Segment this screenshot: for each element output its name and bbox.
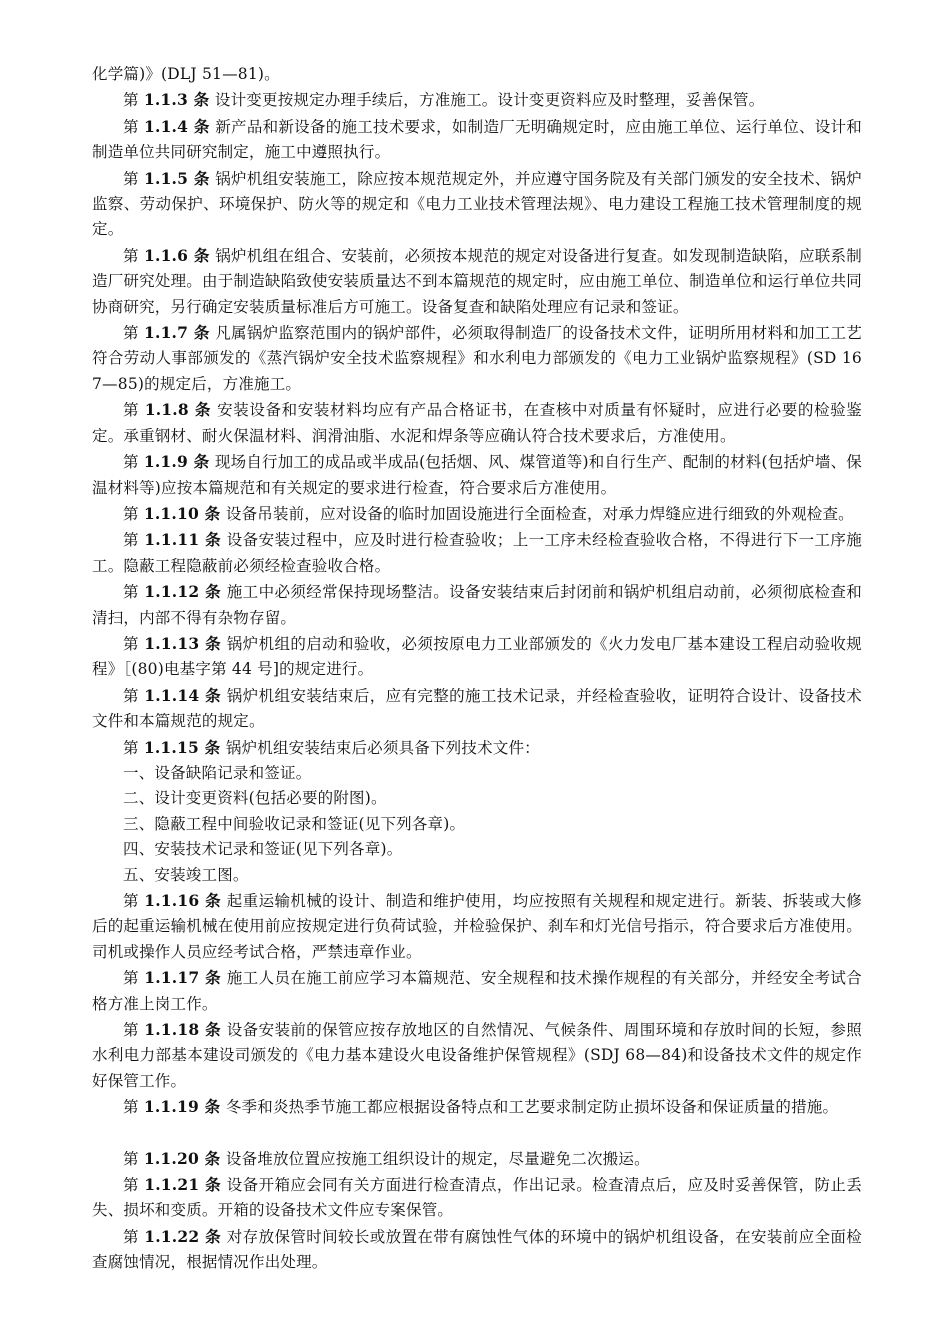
article-prefix: 第	[123, 634, 145, 653]
article-text: 安装设备和安装材料均应有产品合格证书，在查核中对质量有怀疑时，应进行必要的检验鉴定。承重钢材、耐火保温材料、润滑油脂、水泥和焊条等应确认符合技术要求后，方准使用。	[92, 401, 862, 445]
article-paragraph	[92, 579, 862, 631]
article-prefix: 第	[123, 504, 144, 523]
article-paragraph	[92, 1224, 862, 1276]
article-text: 锅炉机组的启动和验收，必须按原电力工业部颁发的《火力发电厂基本建设工程启动验收规程》［(80)电基字第 44 号]的规定进行。	[92, 634, 862, 679]
article-text: 施工人员在施工前应学习本篇规范、安全规程和技术操作规程的有关部分，并经安全考试合格方准上岗工作。	[92, 969, 862, 1013]
article-text: 对存放保管时间较长或放置在带有腐蚀性气体的环境中的锅炉机组设备，在安装前应全面检查腐蚀情况，根据情况作出处理。	[92, 1227, 862, 1272]
article-text: 设备开箱应会同有关方面进行检查清点，作出记录。检查清点后，应及时妥善保管，防止丢失、损坏和变质。开箱的设备技术文件应专案保管。	[92, 1176, 862, 1220]
article-text: 锅炉机组在组合、安装前，必须按本规范的规定对设备进行复查。如发现制造缺陷，应联系制造厂研究处理。由于制造缺陷致使安装质量达不到本篇规范的规定时，应由施工单位、制造单位和运行单位共同协商研究，另行确定安装质量标准后方可施工。设备复查和缺陷处理应有记录和签证。	[92, 246, 862, 316]
article-number: 1.1.17	[144, 968, 200, 988]
article-number: 1.1.9	[143, 452, 188, 472]
article-prefix: 第	[123, 91, 144, 110]
article-number: 1.1.12	[144, 582, 200, 602]
article-tiao: 条	[198, 737, 226, 757]
article-text: 设备吊装前，应对设备的临时加固设施进行全面检查，对承力焊缝应进行细致的外观检查。	[225, 504, 854, 523]
article-tiao: 条	[199, 1175, 227, 1195]
article-prefix: 第	[123, 453, 144, 472]
article-paragraph	[92, 735, 862, 761]
article-text: 锅炉机组安装施工，除应按本规范规定外，并应遵守国务院及有关部门颁发的安全技术、锅炉监察、劳动保护、环境保护、防火等的规定和《电力工业技术管理法规》、电力建设工程施工技术管理制度的规定。	[92, 169, 862, 239]
article-number: 1.1.16	[144, 891, 200, 910]
article-prefix: 第	[123, 1098, 144, 1117]
article-text: 设备安装前的保管应按存放地区的自然情况、气候条件、周围环境和存放时间的长短，参照水利电力部基本建设司颁发的《电力基本建设火电设备维护保管规程》(SDJ 68—84)和设备技术文件的规定作好保管工作。	[92, 1021, 862, 1090]
article-tiao: 条	[188, 400, 218, 420]
article-paragraph	[92, 965, 862, 1017]
article-tiao: 条	[199, 891, 227, 910]
article-text: 凡属锅炉监察范围内的锅炉部件，必须取得制造厂的设备技术文件，证明所用材料和加工工艺符合劳动人事部颁发的《蒸汽锅炉安全技术监察规程》和水利电力部颁发的《电力工业锅炉监察规程》(SD 167—85)的规定后，方准施工。	[92, 324, 862, 393]
blank-line	[92, 1121, 862, 1146]
article-tiao: 条	[199, 1226, 227, 1246]
article-tiao: 条	[188, 245, 216, 265]
article-prefix: 第	[123, 246, 144, 265]
article-text: 施工中必须经常保持现场整洁。设备安装结束后封闭前和锅炉机组启动前，必须彻底检查和清扫，内部不得有杂物存留。	[92, 583, 862, 627]
article-paragraph	[92, 166, 862, 243]
article-paragraph	[92, 114, 862, 166]
article-number: 1.1.5	[143, 168, 189, 188]
article-paragraph	[92, 87, 862, 113]
article-prefix: 第	[123, 1149, 144, 1168]
article-tiao: 条	[188, 168, 216, 188]
article-number: 1.1.14	[144, 685, 200, 705]
article-tiao: 条	[199, 1020, 227, 1040]
article-number: 1.1.11	[144, 530, 200, 550]
article-number: 1.1.21	[144, 1175, 200, 1195]
article-tiao: 条	[188, 323, 216, 343]
article-number: 1.1.8	[144, 400, 189, 420]
article-text: 新产品和新设备的施工技术要求，如制造厂无明确规定时，应由施工单位、运行单位、设计和制造单位共同研究制定，施工中遵照执行。	[92, 117, 862, 162]
article-number: 1.1.6	[143, 245, 189, 265]
article-tiao: 条	[187, 90, 215, 110]
list-item: 五、安装竣工图。	[123, 865, 249, 884]
article-tiao: 条	[188, 452, 215, 472]
article-text: 设计变更按规定办理手续后，方准施工。设计变更资料应及时整理，妥善保管。	[214, 91, 765, 110]
article-text: 现场自行加工的成品或半成品(包括烟、风、煤管道等)和自行生产、配制的材料(包括炉墙、保温材料等)应按本篇规范和有关规定的要求进行检查，符合要求后方准使用。	[92, 453, 862, 497]
article-paragraph	[92, 243, 862, 320]
article-prefix: 第	[123, 583, 145, 602]
article-tiao: 条	[198, 1097, 226, 1117]
article-tiao: 条	[199, 530, 227, 550]
articles-group-a	[92, 87, 862, 761]
article-tiao: 条	[198, 503, 226, 523]
article-paragraph	[92, 1146, 862, 1172]
article-prefix: 第	[123, 531, 145, 550]
article-paragraph	[92, 397, 862, 449]
article-number: 1.1.22	[144, 1226, 200, 1246]
list-item: 三、隐蔽工程中间验收记录和签证(见下列各章)。	[123, 814, 466, 833]
list-item: 四、安装技术记录和签证(见下列各章)。	[123, 840, 403, 859]
article-number: 1.1.18	[144, 1020, 200, 1040]
article-prefix: 第	[123, 401, 145, 420]
article-text: 起重运输机械的设计、制造和维护使用，均应按照有关规程和规定进行。新装、拆装或大修后的起重运输机械在使用前应按规定进行负荷试验，并检验保护、刹车和灯光信号指示，符合要求后方准使用。司机或操作人员应经考试合格，严禁违章作业。	[92, 892, 862, 961]
article-prefix: 第	[123, 169, 144, 188]
article-paragraph	[92, 449, 862, 501]
list-item: 二、设计变更资料(包括必要的附图)。	[123, 789, 387, 808]
article-paragraph	[92, 320, 862, 397]
article-paragraph	[92, 501, 862, 527]
article-tiao: 条	[198, 1148, 226, 1168]
article-number: 1.1.13	[144, 633, 200, 653]
article-text: 锅炉机组安装结束后，应有完整的施工技术记录，并经检查验收，证明符合设计、设备技术文件和本篇规范的规定。	[92, 686, 862, 731]
article-number: 1.1.10	[143, 503, 199, 523]
article-tiao: 条	[188, 116, 216, 136]
article-number: 1.1.19	[143, 1097, 199, 1117]
article-paragraph	[92, 631, 862, 683]
article-text: 设备安装过程中，应及时进行检查验收；上一工序未经检查验收合格，不得进行下一工序施工。隐蔽工程隐蔽前必须经检查验收合格。	[92, 531, 862, 575]
article-text: 设备堆放位置应按施工组织设计的规定，尽量避免二次搬运。	[225, 1149, 650, 1168]
article-tiao: 条	[199, 685, 227, 705]
list-item: 一、设备缺陷记录和签证。	[123, 763, 312, 782]
required-documents-list	[92, 761, 862, 888]
article-number: 1.1.3	[143, 90, 188, 110]
article-number: 1.1.7	[143, 323, 189, 343]
article-paragraph	[92, 888, 862, 965]
article-prefix: 第	[123, 1227, 145, 1246]
article-prefix: 第	[123, 1021, 145, 1040]
article-paragraph	[92, 683, 862, 735]
article-paragraph	[92, 1094, 862, 1120]
article-number: 1.1.15	[143, 737, 199, 757]
article-prefix: 第	[123, 324, 144, 343]
articles-group-b	[92, 888, 862, 1121]
article-paragraph	[92, 1017, 862, 1094]
article-prefix: 第	[123, 686, 145, 705]
article-text: 冬季和炎热季节施工都应根据设备特点和工艺要求制定防止损坏设备和保证质量的措施。	[225, 1098, 839, 1117]
article-tiao: 条	[199, 582, 227, 602]
article-number: 1.1.20	[143, 1148, 199, 1168]
article-tiao: 条	[199, 633, 227, 653]
article-text: 锅炉机组安装结束后必须具备下列技术文件：	[225, 738, 540, 757]
article-prefix: 第	[123, 117, 144, 136]
article-prefix: 第	[123, 1176, 145, 1195]
document-body	[92, 62, 862, 1276]
articles-group-c	[92, 1146, 862, 1276]
article-number: 1.1.4	[143, 116, 189, 136]
article-prefix: 第	[123, 738, 144, 757]
article-paragraph	[92, 1172, 862, 1224]
article-prefix: 第	[123, 969, 145, 988]
article-paragraph	[92, 527, 862, 579]
article-prefix: 第	[123, 892, 145, 910]
lead-text: 化学篇)》(DLJ 51—81)。	[92, 65, 280, 83]
article-tiao: 条	[199, 968, 227, 988]
